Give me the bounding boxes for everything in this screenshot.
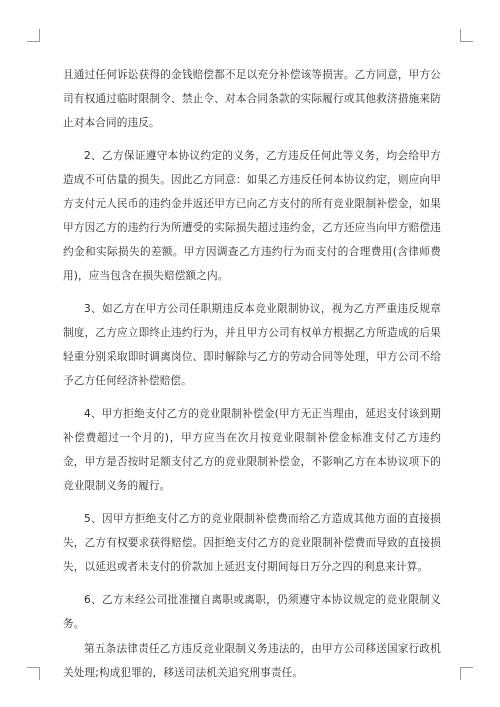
paragraph-continuation: 且通过任何诉讼获得的金钱赔偿都不足以充分补偿该等损害。乙方同意，甲方公司有权通过临时限制令、禁止令、对本合同条款的实际履行或其他救济措施来防止对本合同的违反。 [63,69,441,129]
paragraph-clause-5: 5、因甲方拒绝支付乙方的竞业限制补偿费而给乙方造成其他方面的直接损失，乙方有权要求获得赔偿。因拒绝支付乙方的竞业限制补偿费而导致的直接损失，以延迟或者未支付的价款加上延迟支付期间每日万分之四的利息来计算。 [63,513,441,573]
paragraph-clause-6: 6、乙方未经公司批准擅自离职或离职，仍须遵守本协议规定的竞业限制义务。 [63,594,441,630]
paragraph-clause-2: 2、乙方保证遵守本协议约定的义务，乙方违反任何此等义务，均会给甲方造成不可估量的损失。因此乙方同意：如果乙方违反任何本协议约定，则应向甲方支付元人民币的违约金并返还甲方已向乙方支付的所有竞业限制补偿金，如果甲方因乙方的违约行为所遭受的实际损失超过违约金，乙方还应当向甲方赔偿违约金和实际损失的差额。甲方因调查乙方违约行为而支付的合理费用(含律师费用)，应当包含在损失赔偿额之内。 [63,150,441,282]
crop-mark-top-left [27,29,40,42]
document-body [63,63,441,694]
crop-mark-bottom-left [27,667,40,680]
crop-mark-top-right [460,29,473,42]
paragraph-article-5-legal-liability: 第五条法律责任乙方违反竞业限制义务违法的，由甲方公司移送国家行政机关处理;构成犯罪的，移送司法机关追究刑事责任。 [63,643,441,679]
crop-mark-bottom-right [460,667,473,680]
paragraph-clause-3: 3、如乙方在甲方公司任职期违反本竞业限制协议，视为乙方严重违反规章制度，乙方应立即终止违约行为，并且甲方公司有权单方根据乙方所造成的后果轻重分别采取即时调离岗位、即时解除与乙方的劳动合同等处理，甲方公司不给予乙方任何经济补偿赔偿。 [63,303,441,387]
paragraph-clause-4: 4、甲方拒绝支付乙方的竞业限制补偿金(甲方无正当理由，延迟支付该到期补偿费超过一个月的)，甲方应当在次月按竞业限制补偿金标准支付乙方违约金，甲方是否按时足额支付乙方的竞业限制补偿金，不影响乙方在本协议项下的竞业限制义务的履行。 [63,408,441,492]
